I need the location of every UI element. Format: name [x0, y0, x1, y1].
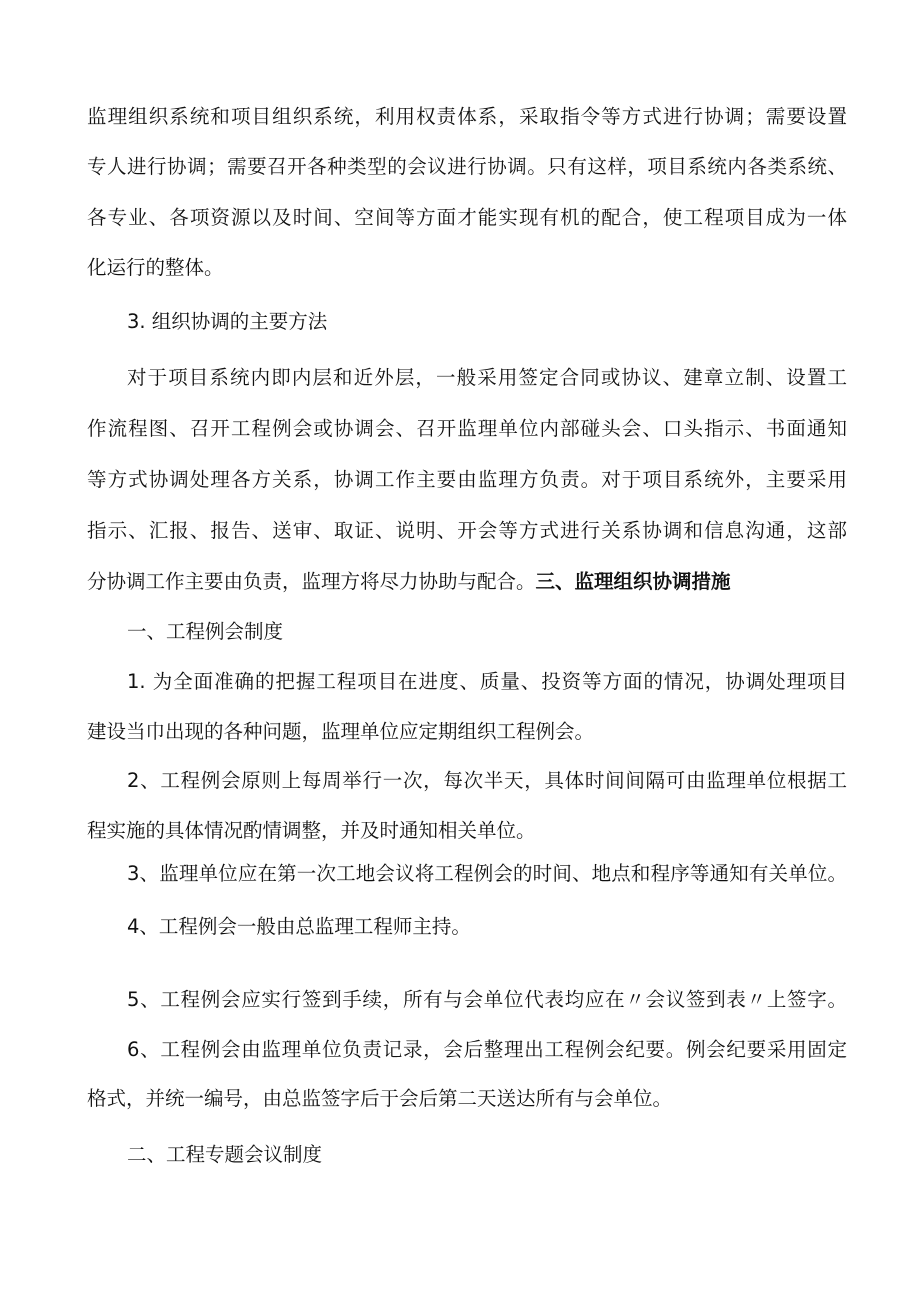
- paragraph-line: 等方式协调处理各方关系，协调工作主要由监理方负责。对于项目系统外，主要采用: [87, 468, 847, 491]
- list-item-line: 建设当巾出现的各种问题，监理单位应定期组织工程例会。: [87, 720, 595, 743]
- list-item-line: 2、工程例会原则上每周举行一次，每次半天，具体时间间隔可由监理单位根据工: [127, 769, 847, 792]
- paragraph-line: 指示、汇报、报告、送审、取证、说明、开会等方式进行关系协调和信息沟通，这部: [87, 519, 847, 542]
- chapter-heading: 三、监理组织协调措施: [535, 570, 731, 593]
- list-item-line: 6、工程例会由监理单位负责记录，会后整理出工程例会纪要。例会纪要采用固定: [127, 1038, 847, 1061]
- paragraph-line: 对于项目系统内即内层和近外层，一般采用签定合同或协议、建章立制、设置工: [127, 366, 847, 389]
- paragraph-line-mixed: [87, 569, 731, 595]
- paragraph-line: 监理组织系统和项目组织系统，利用权责体系，采取指令等方式进行协调；需要设置: [87, 105, 847, 128]
- section-heading: 3. 组织协调的主要方法: [127, 310, 328, 333]
- list-item-line: 1. 为全面准确的把握工程项目在进度、质量、投资等方面的情况，协调处理项目: [127, 670, 847, 693]
- paragraph-text: 分协调工作主要由负责，监理方将尽力协助与配合。: [87, 570, 536, 593]
- list-item-line: 4、工程例会一般由总监理工程师主持。: [127, 915, 471, 938]
- paragraph-line: 化运行的整体。: [87, 256, 224, 279]
- list-item-line: 格式，并统一编号，由总监签字后于会后第二天送达所有与会单位。: [87, 1087, 673, 1110]
- list-item-line: 5、工程例会应实行签到手续，所有与会单位代表均应在〃会议签到表〃上签字。: [127, 988, 847, 1011]
- list-item-line: 3、监理单位应在第一次工地会议将工程例会的时间、地点和程序等通知有关单位。: [127, 862, 847, 885]
- paragraph-line: 专人进行协调；需要召开各种类型的会议进行协调。只有这样，项目系统内各类系统、: [87, 155, 847, 178]
- paragraph-line: 各专业、各项资源以及时间、空间等方面才能实现有机的配合，使工程项目成为一体: [87, 206, 847, 229]
- section-heading: 一、工程例会制度: [127, 620, 284, 643]
- paragraph-line: 作流程图、召开工程例会或协调会、召开监理单位内部碰头会、口头指示、书面通知: [87, 417, 847, 440]
- list-item-line: 程实施的具体情况酌情调整，并及时通知相关单位。: [87, 819, 536, 842]
- section-heading: 二、工程专题会议制度: [127, 1143, 323, 1166]
